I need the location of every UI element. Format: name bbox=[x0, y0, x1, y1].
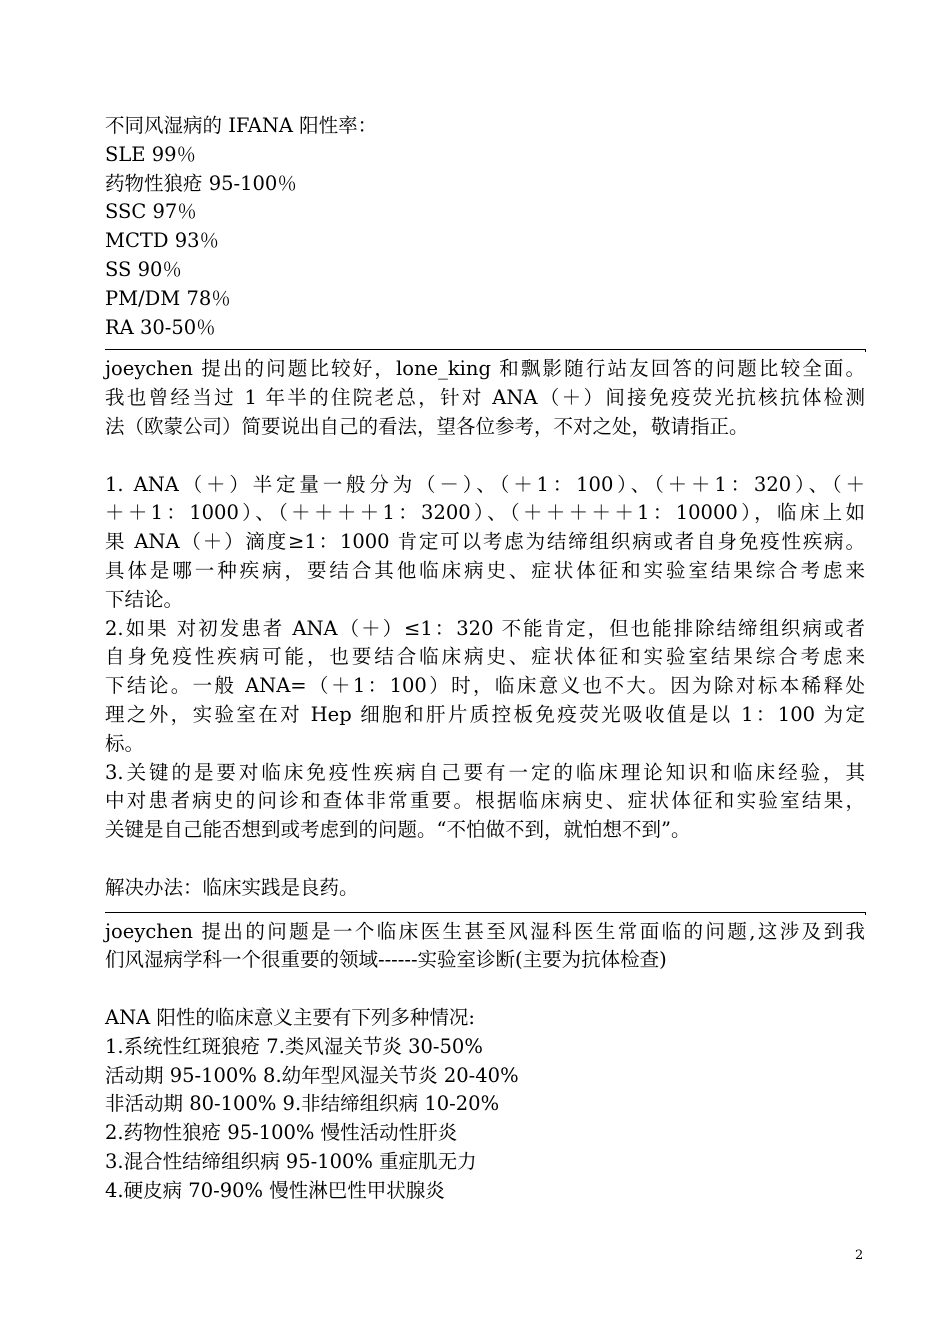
post2-item: 3.混合性结缔组织病 95-100% 重症肌无力 bbox=[105, 1149, 477, 1173]
rate-item: RA 30-50％ bbox=[105, 315, 216, 339]
document-body bbox=[105, 112, 865, 1205]
post1-point-line: 下结论。一般 ANA=（＋1：100）时，临床意义也不大。因为除对标本稀释处 bbox=[105, 674, 865, 698]
post2-intro-line: joeychen 提出的问题是一个临床医生甚至风湿科医生常面临的问题,这涉及到我 bbox=[105, 919, 865, 943]
rate-item: SS 90％ bbox=[105, 257, 182, 281]
post1-point-line: 理之外，实验室在对 Hep 细胞和肝片质控板免疫荧光吸收值是以 1：100 为定 bbox=[105, 702, 865, 726]
post1-point-line: 果 ANA（＋）滴度≥1：1000 肯定可以考虑为结缔组织病或者自身免疫性疾病。 bbox=[105, 530, 865, 554]
post1-point-line: 自身免疫性疾病可能，也要结合临床病史、症状体征和实验室结果综合考虑来 bbox=[105, 645, 865, 669]
post1-point-line: 1. ANA（＋）半定量一般分为（－）、（＋1：100）、（＋＋1：320）、（＋ bbox=[105, 472, 865, 496]
post1-intro-line: 法（欧蒙公司）简要说出自己的看法，望各位参考，不对之处，敬请指正。 bbox=[105, 414, 749, 438]
post2-heading: ANA 阳性的临床意义主要有下列多种情况: bbox=[105, 1005, 475, 1029]
rate-item: 药物性狼疮 95-100％ bbox=[105, 171, 297, 195]
post2-item: 2.药物性狼疮 95-100% 慢性活动性肝炎 bbox=[105, 1121, 458, 1145]
post2-item: 活动期 95-100% 8.幼年型风湿关节炎 20-40% bbox=[105, 1063, 519, 1087]
post1-point-line: ＋＋1：1000）、（＋＋＋＋1：3200）、（＋＋＋＋＋1：10000），临床上如 bbox=[105, 501, 865, 525]
rate-item: SSC 97％ bbox=[105, 200, 197, 224]
section-divider bbox=[105, 349, 865, 350]
page-number: 2 bbox=[855, 1248, 864, 1263]
post1-point-line: 下结论。 bbox=[105, 587, 184, 611]
post1-point-line: 关键是自己能否想到或考虑到的问题。“不怕做不到，就怕想不到”。 bbox=[105, 818, 691, 842]
rate-item: MCTD 93％ bbox=[105, 229, 220, 253]
rates-title: 不同风湿病的 IFANA 阳性率： bbox=[105, 114, 378, 137]
post2-item: 非活动期 80-100% 9.非结缔组织病 10-20% bbox=[105, 1092, 500, 1116]
post1-point-line: 2.如果 对初发患者 ANA（＋）≤1：320 不能肯定，但也能排除结缔组织病或者 bbox=[105, 616, 865, 640]
reply-post-2 bbox=[105, 918, 865, 1206]
post1-point-line: 中对患者病史的问诊和查体非常重要。根据临床病史、症状体征和实验室结果， bbox=[105, 789, 865, 813]
post1-point-line: 具体是哪一种疾病，要结合其他临床病史、症状体征和实验室结果综合考虑来 bbox=[105, 558, 865, 582]
post2-item: 4.硬皮病 70-90% 慢性淋巴性甲状腺炎 bbox=[105, 1178, 445, 1202]
post1-intro-line: joeychen 提出的问题比较好，lone_king 和飘影随行站友回答的问题比较全面。 bbox=[105, 357, 865, 381]
post2-item: 1.系统性红斑狼疮 7.类风湿关节炎 30-50% bbox=[105, 1034, 483, 1058]
rate-item: PM/DM 78％ bbox=[105, 286, 231, 310]
post2-intro-line: 们风湿病学科一个很重要的领域------实验室诊断(主要为抗体检查) bbox=[105, 948, 667, 972]
post1-point-line: 标。 bbox=[105, 731, 145, 755]
ifana-positive-rates bbox=[105, 112, 865, 342]
post1-intro-line: 我也曾经当过 1 年半的住院老总，针对 ANA（＋）间接免疫荧光抗核抗体检测 bbox=[105, 386, 865, 410]
section-divider bbox=[105, 912, 865, 913]
reply-post-1 bbox=[105, 355, 865, 902]
rate-item: SLE 99％ bbox=[105, 142, 197, 166]
post1-solution: 解决办法：临床实践是良药。 bbox=[105, 875, 359, 899]
post1-point-line: 3.关键的是要对临床免疫性疾病自己要有一定的临床理论知识和临床经验，其 bbox=[105, 760, 865, 784]
